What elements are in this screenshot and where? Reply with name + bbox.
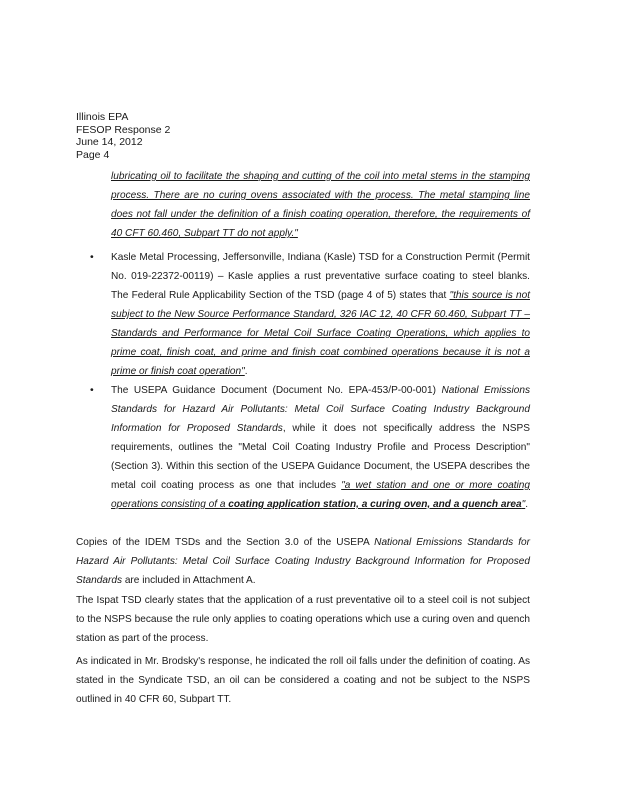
kasle-lead: Kasle Metal Processing, Jeffersonville, Indiana (Kasle) TSD for a Construction Permit (Permit No. 019-22372-00119) – Kasle applies a rust preventative surface coating to steel blanks. The Federal Rule Applicability Section of the TSD (page 4 of 5) states that	[111, 252, 530, 301]
usepa-tail: .	[525, 499, 529, 510]
continuation-quote: lubricating oil to facilitate the shaping and cutting of the coil into metal stems in the stamping process. There are no curing ovens associated with the process. The metal stamping line does not fall under the definition of a finish coating operation, therefore, the requirements of 40 CFT 60.460, Subpart TT do not apply."	[111, 171, 530, 239]
copies-tail: are included in Attachment A.	[122, 575, 256, 586]
header-date: June 14, 2012	[76, 136, 143, 148]
header-org: Illinois EPA	[76, 111, 129, 123]
usepa-title: National Emissions Standards for Hazard Air Pollutants: Metal Coil Surface Coating Industry Background Information for Proposed Standards	[111, 385, 530, 434]
bullet-marker: •	[90, 384, 94, 396]
usepa-lead: The USEPA Guidance Document (Document No. EPA-453/P-00-001)	[111, 385, 442, 396]
header-doc: FESOP Response 2	[76, 123, 171, 136]
bullet-marker: •	[90, 251, 94, 263]
usepa-quote-c: "	[521, 499, 526, 510]
bullet-usepa	[111, 381, 530, 514]
copies-paragraph	[76, 533, 530, 590]
usepa-quote-b: coating application station, a curing oven, and a quench area	[228, 499, 522, 510]
brodsky-paragraph: As indicated in Mr. Brodsky's response, he indicated the roll oil falls under the definition of coating. As stated in the Syndicate TSD, an oil can be considered a coating and not be subject to the NSPS outlined in 40 CFR 60, Subpart TT.	[76, 656, 530, 705]
usepa-quote-a: "a wet station and one or more coating operations consisting of a	[111, 480, 530, 510]
header-page: Page 4	[76, 148, 110, 161]
kasle-tail: .	[244, 366, 248, 377]
kasle-quote: "this source is not subject to the New Source Performance Standard, 326 IAC 12, 40 CFR 60.460, Subpart TT – Standards and Performance for Metal Coil Surface Coating Operations, which applies to prime coat, finish coat, and prime and finish coat combined operations because it is not a prime or finish coat operation"	[111, 290, 530, 377]
copies-lead: Copies of the IDEM TSDs and the Section 3.0 of the USEPA	[76, 537, 375, 548]
ispat-paragraph: The Ispat TSD clearly states that the application of a rust preventative oil to a steel coil is not subject to the NSPS because the rule only applies to coating operations which use a curing oven and quench station as part of the process.	[76, 595, 530, 644]
letter-header	[76, 111, 170, 161]
usepa-mid: , while it does not specifically address the NSPS requirements, outlines the "Metal Coil Coating Industry Profile and Process Description" (Section 3). Within this section of the USEPA Guidance Document, the USEPA describes the metal coil coating process as one that includes	[111, 423, 530, 491]
copies-title: National Emissions Standards for Hazard Air Pollutants: Metal Coil Surface Coating Industry Background Information for Proposed Standards	[76, 537, 530, 586]
bullet-kasle	[111, 248, 530, 381]
